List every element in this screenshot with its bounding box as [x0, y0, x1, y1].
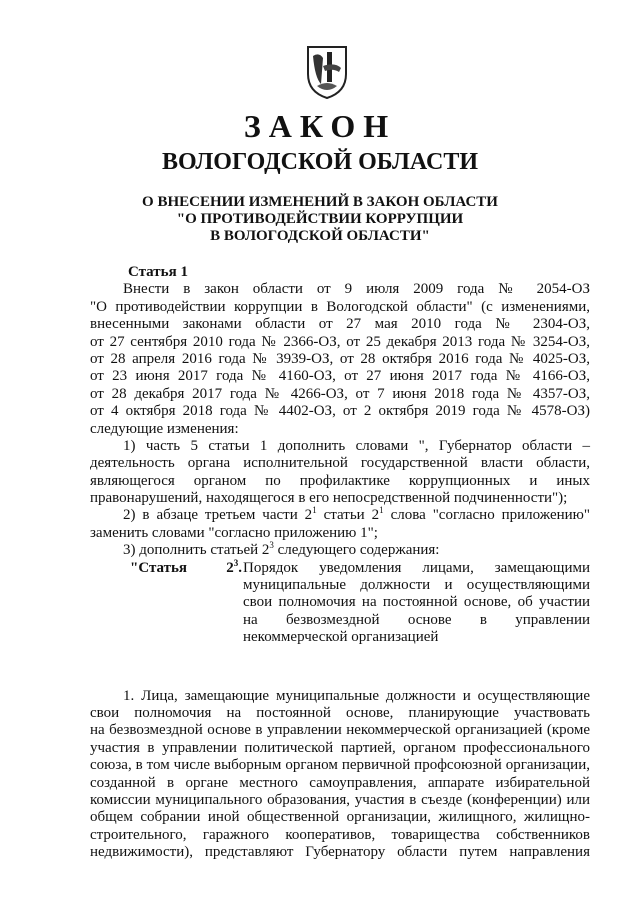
item-1-line: являющегося органом по профилактике коррупционных и иных [90, 472, 590, 489]
item-1-line: правонарушений, находящегося в его непосредственной подчиненности"); [90, 490, 568, 507]
text-line: "О противодействии коррупции в Вологодской области" (с изменениями, [90, 298, 590, 315]
text-line: внесенными законами области от 27 мая 2010 года № 2304-ОЗ, [90, 316, 590, 333]
item-2-line: заменить словами "согласно приложению 1"; [90, 524, 378, 541]
new-article-title-line: на безвозмездной основе в управлении [243, 611, 590, 628]
text-line: Внести в закон области от 9 июля 2009 года № 2054-ОЗ [123, 281, 590, 298]
paragraph-1-line: участия в управлении политической партией, органом профессионального [90, 739, 590, 756]
text-line: от 27 сентября 2010 года № 2366-ОЗ, от 25 декабря 2013 года № 3254-ОЗ, [90, 333, 590, 350]
document-title: ЗАКОН [243, 108, 397, 144]
new-article-title [243, 560, 590, 647]
paragraph-1-line: на безвозмездной основе в управлении некоммерческой организацией (кроме [90, 722, 590, 739]
law-name-line: О ВНЕСЕНИИ ИЗМЕНЕНИЙ В ЗАКОН ОБЛАСТИ [142, 194, 498, 210]
paragraph-1-line: общем собрании иной общественной организации, жилищного, жилищно- [90, 809, 590, 826]
paragraph-1-line: комиссии муниципального образования, участия в съезде (конференции) или [90, 791, 590, 808]
paragraph-1-line: союза, в том числе выборным органом первичной профсоюзной организации, [90, 757, 590, 774]
text-line: от 28 апреля 2016 года № 3939-ОЗ, от 28 октября 2016 года № 4025-ОЗ, [90, 350, 590, 367]
new-article-title-line: Порядок уведомления лицами, замещающими [243, 559, 590, 576]
new-article-title-line: некоммерческой организацией [243, 629, 439, 646]
new-article-title-line: муниципальные должности и осуществляющими [243, 577, 590, 594]
text-line: следующие изменения: [90, 420, 239, 437]
item-1-line: деятельность органа исполнительной государственной власти области, [90, 455, 590, 472]
paragraph-1-line: недвижимости), представляют Губернатору области путем направления [90, 844, 590, 861]
article-1 [90, 264, 590, 862]
new-article-label: "Статья $2^3$. [130, 557, 242, 576]
coat-of-arms-icon [305, 44, 349, 100]
paragraph-1-line: строительного, гаражного кооперативов, товарищества собственников [90, 826, 590, 843]
document-subtitle: ВОЛОГОДСКОЙ ОБЛАСТИ [161, 149, 479, 175]
law-name [0, 194, 640, 245]
paragraph-1-line: созданной в органе местного самоуправления, аппарате избирательной [90, 774, 590, 791]
item-3-line: 3) дополнить статьей $2^3$ следующего содержания: [123, 540, 440, 559]
text-line: от 4 октября 2018 года № 4402-ОЗ, от 2 октября 2019 года № 4578-ОЗ) [90, 403, 590, 420]
law-name-line: В ВОЛОГОДСКОЙ ОБЛАСТИ" [210, 228, 430, 244]
law-name-line: "О ПРОТИВОДЕЙСТВИИ КОРРУПЦИИ [176, 211, 464, 227]
article-heading: Статья 1 [128, 264, 188, 280]
item-1-line: 1) часть 5 статьи 1 дополнить словами ", Губернатор области – [123, 437, 590, 454]
new-article-heading [90, 557, 590, 664]
paragraph-1-line: свои полномочия на постоянной основе, планирующие участвовать [90, 705, 590, 722]
paragraph-1-line: 1. Лица, замещающие муниципальные должности и осуществляющие [123, 687, 590, 704]
new-article-title-line: свои полномочия на постоянной основе, об участии [243, 594, 590, 611]
item-2-line: 2) в абзаце третьем части $2^1$ статьи $2^1$ слова "согласно приложению" [123, 505, 590, 524]
text-line: от 28 декабря 2017 года № 4266-ОЗ, от 7 июня 2018 года № 4357-ОЗ, [90, 385, 590, 402]
text-line: от 23 июня 2017 года № 4160-ОЗ, от 27 июня 2017 года № 4166-ОЗ, [90, 368, 590, 385]
